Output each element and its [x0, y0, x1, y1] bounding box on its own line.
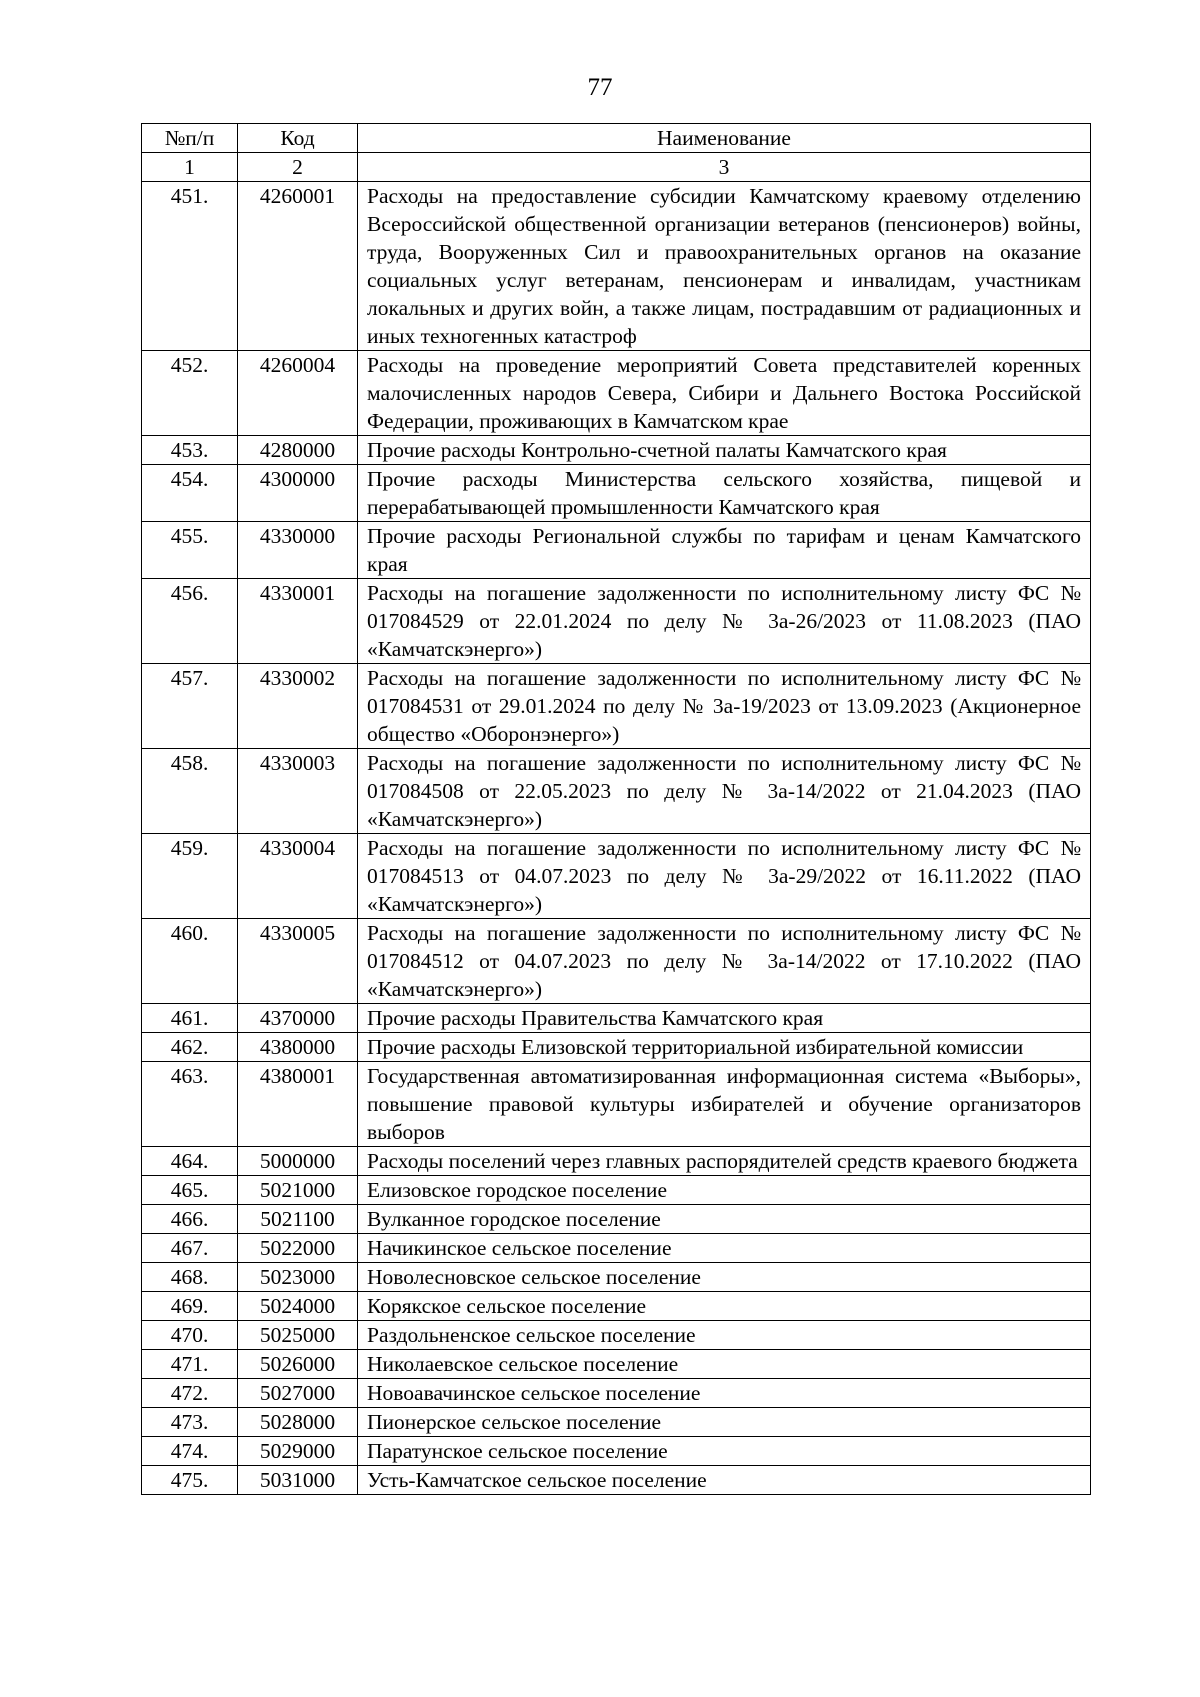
- row-number: 457.: [142, 664, 238, 749]
- row-code: 4260004: [238, 351, 358, 436]
- row-number: 467.: [142, 1234, 238, 1263]
- row-name: Усть-Камчатское сельское поселение: [358, 1466, 1091, 1495]
- row-number: 458.: [142, 749, 238, 834]
- table-row: [142, 436, 1091, 465]
- row-name: Прочие расходы Правительства Камчатского края: [358, 1004, 1091, 1033]
- row-code: 5026000: [238, 1350, 358, 1379]
- row-code: 4300000: [238, 465, 358, 522]
- row-code: 5031000: [238, 1466, 358, 1495]
- row-code: 4330005: [238, 919, 358, 1004]
- table-row: [142, 834, 1091, 919]
- table-row: [142, 1350, 1091, 1379]
- table-row: [142, 465, 1091, 522]
- table-row: [142, 522, 1091, 579]
- column-number-3: 3: [358, 153, 1091, 182]
- table-row: [142, 1466, 1091, 1495]
- header-number: №п/п: [142, 124, 238, 153]
- header-row: [142, 124, 1091, 153]
- table-row: [142, 1062, 1091, 1147]
- row-code: 4380000: [238, 1033, 358, 1062]
- row-name: Расходы на погашение задолженности по исполнительному листу ФС № 017084531 от 29.01.2024 по делу № 3а-19/2023 от 13.09.2023 (Акционерное общество «Оборонэнерго»): [358, 664, 1091, 749]
- row-number: 465.: [142, 1176, 238, 1205]
- row-code: 5023000: [238, 1263, 358, 1292]
- row-name: Новолесновское сельское поселение: [358, 1263, 1091, 1292]
- row-name: Прочие расходы Елизовской территориальной избирательной комиссии: [358, 1033, 1091, 1062]
- row-name: Прочие расходы Контрольно-счетной палаты Камчатского края: [358, 436, 1091, 465]
- row-code: 5021000: [238, 1176, 358, 1205]
- row-code: 4260001: [238, 182, 358, 351]
- row-name: Государственная автоматизированная информационная система «Выборы», повышение правовой культуры избирателей и обучение организаторов выборов: [358, 1062, 1091, 1147]
- row-code: 4330003: [238, 749, 358, 834]
- row-number: 451.: [142, 182, 238, 351]
- row-number: 456.: [142, 579, 238, 664]
- table-row: [142, 182, 1091, 351]
- row-code: 5025000: [238, 1321, 358, 1350]
- column-number-1: 1: [142, 153, 238, 182]
- row-code: 4330001: [238, 579, 358, 664]
- table-row: [142, 1408, 1091, 1437]
- row-name: Расходы на погашение задолженности по исполнительному листу ФС № 017084529 от 22.01.2024 по делу № 3а-26/2023 от 11.08.2023 (ПАО «Камчатскэнерго»): [358, 579, 1091, 664]
- column-number-row: [142, 153, 1091, 182]
- table-row: [142, 1379, 1091, 1408]
- row-number: 472.: [142, 1379, 238, 1408]
- table-row: [142, 351, 1091, 436]
- table-row: [142, 1004, 1091, 1033]
- header-name: Наименование: [358, 124, 1091, 153]
- row-number: 452.: [142, 351, 238, 436]
- row-name: Корякское сельское поселение: [358, 1292, 1091, 1321]
- table-row: [142, 1263, 1091, 1292]
- row-code: 4370000: [238, 1004, 358, 1033]
- row-code: 5022000: [238, 1234, 358, 1263]
- row-number: 469.: [142, 1292, 238, 1321]
- row-number: 464.: [142, 1147, 238, 1176]
- row-code: 4330000: [238, 522, 358, 579]
- row-number: 475.: [142, 1466, 238, 1495]
- table-row: [142, 1176, 1091, 1205]
- table-row: [142, 1033, 1091, 1062]
- table-row: [142, 1292, 1091, 1321]
- row-name: Вулканное городское поселение: [358, 1205, 1091, 1234]
- row-name: Елизовское городское поселение: [358, 1176, 1091, 1205]
- table-row: [142, 1147, 1091, 1176]
- row-number: 473.: [142, 1408, 238, 1437]
- row-code: 5029000: [238, 1437, 358, 1466]
- row-number: 470.: [142, 1321, 238, 1350]
- page-number: 77: [587, 74, 613, 101]
- row-code: 5021100: [238, 1205, 358, 1234]
- row-number: 460.: [142, 919, 238, 1004]
- row-code: 5028000: [238, 1408, 358, 1437]
- row-number: 453.: [142, 436, 238, 465]
- row-number: 463.: [142, 1062, 238, 1147]
- row-name: Николаевское сельское поселение: [358, 1350, 1091, 1379]
- table-row: [142, 1437, 1091, 1466]
- row-number: 454.: [142, 465, 238, 522]
- row-code: 5000000: [238, 1147, 358, 1176]
- row-name: Новоавачинское сельское поселение: [358, 1379, 1091, 1408]
- row-code: 5024000: [238, 1292, 358, 1321]
- column-number-2: 2: [238, 153, 358, 182]
- row-name: Расходы на погашение задолженности по исполнительному листу ФС № 017084508 от 22.05.2023 по делу № 3а-14/2022 от 21.04.2023 (ПАО «Камчатскэнерго»): [358, 749, 1091, 834]
- table-row: [142, 1234, 1091, 1263]
- row-name: Расходы на погашение задолженности по исполнительному листу ФС № 017084512 от 04.07.2023 по делу № 3а-14/2022 от 17.10.2022 (ПАО «Камчатскэнерго»): [358, 919, 1091, 1004]
- row-name: Паратунское сельское поселение: [358, 1437, 1091, 1466]
- table-row: [142, 1205, 1091, 1234]
- row-code: 4330004: [238, 834, 358, 919]
- row-number: 466.: [142, 1205, 238, 1234]
- row-name: Расходы на предоставление субсидии Камчатскому краевому отделению Всероссийской общественной организации ветеранов (пенсионеров) войны, труда, Вооруженных Сил и правоохранительных органов на оказание социальных услуг ветеранам, пенсионерам и инвалидам, участникам локальных и других войн, а также лицам, пострадавшим от радиационных и иных техногенных катастроф: [358, 182, 1091, 351]
- expense-codes-table: [141, 123, 1091, 1495]
- table-body: [142, 182, 1091, 1495]
- row-code: 5027000: [238, 1379, 358, 1408]
- row-name: Расходы поселений через главных распорядителей средств краевого бюджета: [358, 1147, 1091, 1176]
- header-code: Код: [238, 124, 358, 153]
- row-name: Расходы на проведение мероприятий Совета представителей коренных малочисленных народов Севера, Сибири и Дальнего Востока Российской Федерации, проживающих в Камчатском крае: [358, 351, 1091, 436]
- table-row: [142, 749, 1091, 834]
- row-number: 461.: [142, 1004, 238, 1033]
- row-name: Пионерское сельское поселение: [358, 1408, 1091, 1437]
- row-number: 471.: [142, 1350, 238, 1379]
- row-name: Начикинское сельское поселение: [358, 1234, 1091, 1263]
- table-row: [142, 579, 1091, 664]
- row-number: 459.: [142, 834, 238, 919]
- row-code: 4380001: [238, 1062, 358, 1147]
- row-name: Прочие расходы Министерства сельского хозяйства, пищевой и перерабатывающей промышленности Камчатского края: [358, 465, 1091, 522]
- row-number: 474.: [142, 1437, 238, 1466]
- row-number: 462.: [142, 1033, 238, 1062]
- table-row: [142, 664, 1091, 749]
- row-number: 455.: [142, 522, 238, 579]
- row-name: Прочие расходы Региональной службы по тарифам и ценам Камчатского края: [358, 522, 1091, 579]
- row-number: 468.: [142, 1263, 238, 1292]
- row-name: Расходы на погашение задолженности по исполнительному листу ФС № 017084513 от 04.07.2023 по делу № 3а-29/2022 от 16.11.2022 (ПАО «Камчатскэнерго»): [358, 834, 1091, 919]
- table-row: [142, 919, 1091, 1004]
- row-code: 4280000: [238, 436, 358, 465]
- row-code: 4330002: [238, 664, 358, 749]
- row-name: Раздольненское сельское поселение: [358, 1321, 1091, 1350]
- table-row: [142, 1321, 1091, 1350]
